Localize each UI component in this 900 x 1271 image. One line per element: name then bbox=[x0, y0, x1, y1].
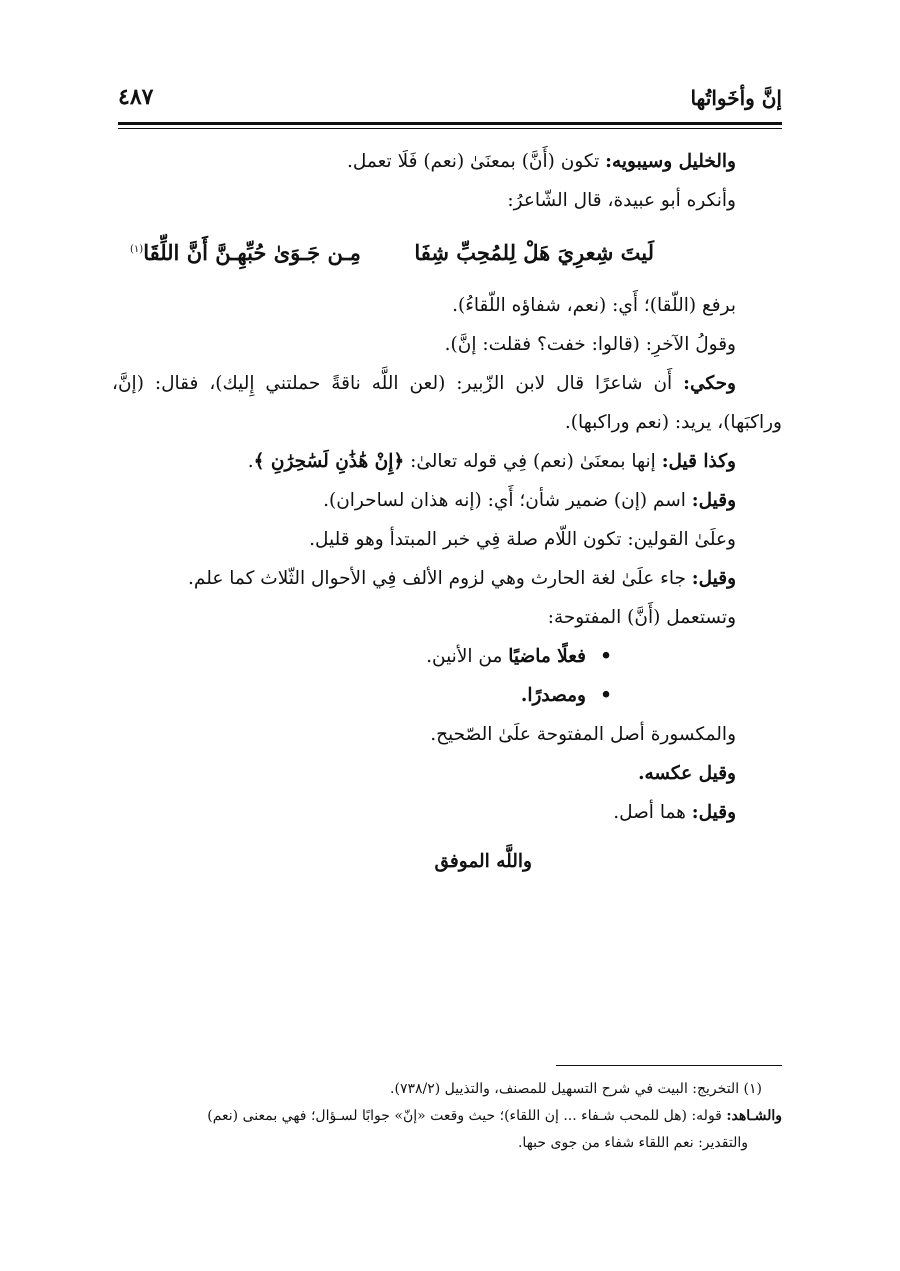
paragraph-1 bbox=[112, 142, 782, 181]
lead-phrase: والخليل وسيبويه: bbox=[605, 151, 736, 172]
paragraph-text: تكون (أَنَّ) بمعنَىٰ (نعم) فَلَا تعمل. bbox=[347, 151, 606, 172]
bullet-icon: • bbox=[600, 685, 612, 706]
paragraph-text: جاء علَىٰ لغة الحارث وهي لزوم الألف فِي الأحوال الثّلاث كما علم. bbox=[188, 568, 692, 589]
header-rule-thick bbox=[118, 122, 782, 125]
paragraph-text: إنها بمعنَىٰ (نعم) فِي قوله تعالىٰ: bbox=[404, 451, 662, 472]
paragraph-9 bbox=[112, 559, 782, 598]
bullet-text: من الأنين. bbox=[426, 646, 509, 667]
footnote-marker: (١) bbox=[130, 244, 144, 255]
bullet-list bbox=[112, 637, 782, 715]
bullet-icon: • bbox=[600, 646, 612, 667]
running-head: إنَّ وأخَواتُها bbox=[690, 86, 782, 110]
paragraph-text: اسم (إن) ضمير شأن؛ أَي: (إنه هذان لساحران). bbox=[323, 490, 692, 511]
verse-first-hemistich: لَيتَ شِعرِيَ هَلْ لِلمُحِبِّ شِفَا bbox=[414, 240, 654, 265]
footnote-1 bbox=[112, 1076, 782, 1103]
lead-phrase: وقيل: bbox=[691, 568, 736, 589]
footnote-3: والتقدير: نعم اللقاء شفاء من جوى حبها. bbox=[517, 1135, 748, 1151]
paragraph-8: وعلَىٰ القولين: تكون اللّام صلة فِي خبر المبتدأ وهو قليل. bbox=[309, 529, 736, 550]
page-number: ٤٨٧ bbox=[118, 84, 154, 110]
footnotes bbox=[112, 1076, 782, 1157]
main-text bbox=[112, 142, 782, 892]
paragraph-3: برفع (اللّقا)؛ أَي: (نعم، شفاؤه اللّقاءُ). bbox=[452, 295, 736, 316]
verse-second-text: مِـن جَـوَىٰ حُبِّهِـنَّ أَنَّ اللِّقَا bbox=[143, 240, 361, 265]
lead-phrase: وحكي: bbox=[683, 373, 736, 394]
paragraph-end: . bbox=[247, 451, 254, 472]
bullet-item-2 bbox=[112, 676, 782, 715]
verse-second-hemistich bbox=[130, 220, 361, 286]
header-rule-thin bbox=[118, 128, 782, 129]
paragraph-4: وقولُ الآخرِ: (قالوا: خفت؟ فقلت: إنَّ). bbox=[444, 334, 736, 355]
footnote-rule bbox=[556, 1065, 782, 1066]
footnote-number: (١) bbox=[743, 1081, 762, 1097]
lead-phrase: وقيل: bbox=[691, 802, 736, 823]
page-header bbox=[118, 78, 782, 118]
lead-phrase: وكذا قيل: bbox=[661, 451, 736, 472]
paragraph-12: وقيل عكسه. bbox=[638, 763, 736, 784]
bullet-lead: فعلًا ماضيًا bbox=[508, 646, 586, 667]
paragraph-13 bbox=[112, 793, 782, 832]
paragraph-10: وتستعمل (أَنَّ) المفتوحة: bbox=[547, 607, 736, 628]
footnote-2 bbox=[112, 1103, 782, 1130]
paragraph-5 bbox=[112, 364, 782, 442]
bullet-lead: ومصدرًا. bbox=[520, 685, 586, 706]
paragraph-11: والمكسورة أصل المفتوحة علَىٰ الصّحيح. bbox=[430, 724, 736, 745]
paragraph-text: هما أصل. bbox=[613, 802, 692, 823]
paragraph-2: وأنكره أبو عبيدة، قال الشّاعرُ: bbox=[507, 190, 736, 211]
footnote-text: قوله: (هل للمحب شـفاء ... إن اللقاء)؛ حيث وقعت «إنّ» جوابًا لسـؤال؛ فهي بمعنى (نعم) bbox=[207, 1108, 727, 1124]
bullet-item-1 bbox=[112, 637, 782, 676]
closing-phrase: واللَّه الموفق bbox=[434, 851, 532, 872]
footnote-text: التخريج: البيت في شرح التسهيل للمصنف، والتذييل (٧٣٨/٢). bbox=[390, 1081, 744, 1097]
paragraph-7 bbox=[112, 481, 782, 520]
poetry-verse bbox=[112, 220, 782, 286]
paragraph-text: أَن شاعرًا قال لابن الزّبير: (لعن اللَّه ناقةً حملتني إِليك)، فقال: (إنَّ، وراكبَها)، يريد: (نعم وراكبها). bbox=[112, 373, 782, 433]
quran-quote: ﴿إِنْ هَٰذَٰنِ لَسَٰحِرَٰنِ ﴾ bbox=[253, 451, 405, 472]
lead-phrase: وقيل: bbox=[691, 490, 736, 511]
paragraph-6 bbox=[112, 442, 782, 481]
footnote-lead: والشـاهد: bbox=[726, 1108, 782, 1124]
